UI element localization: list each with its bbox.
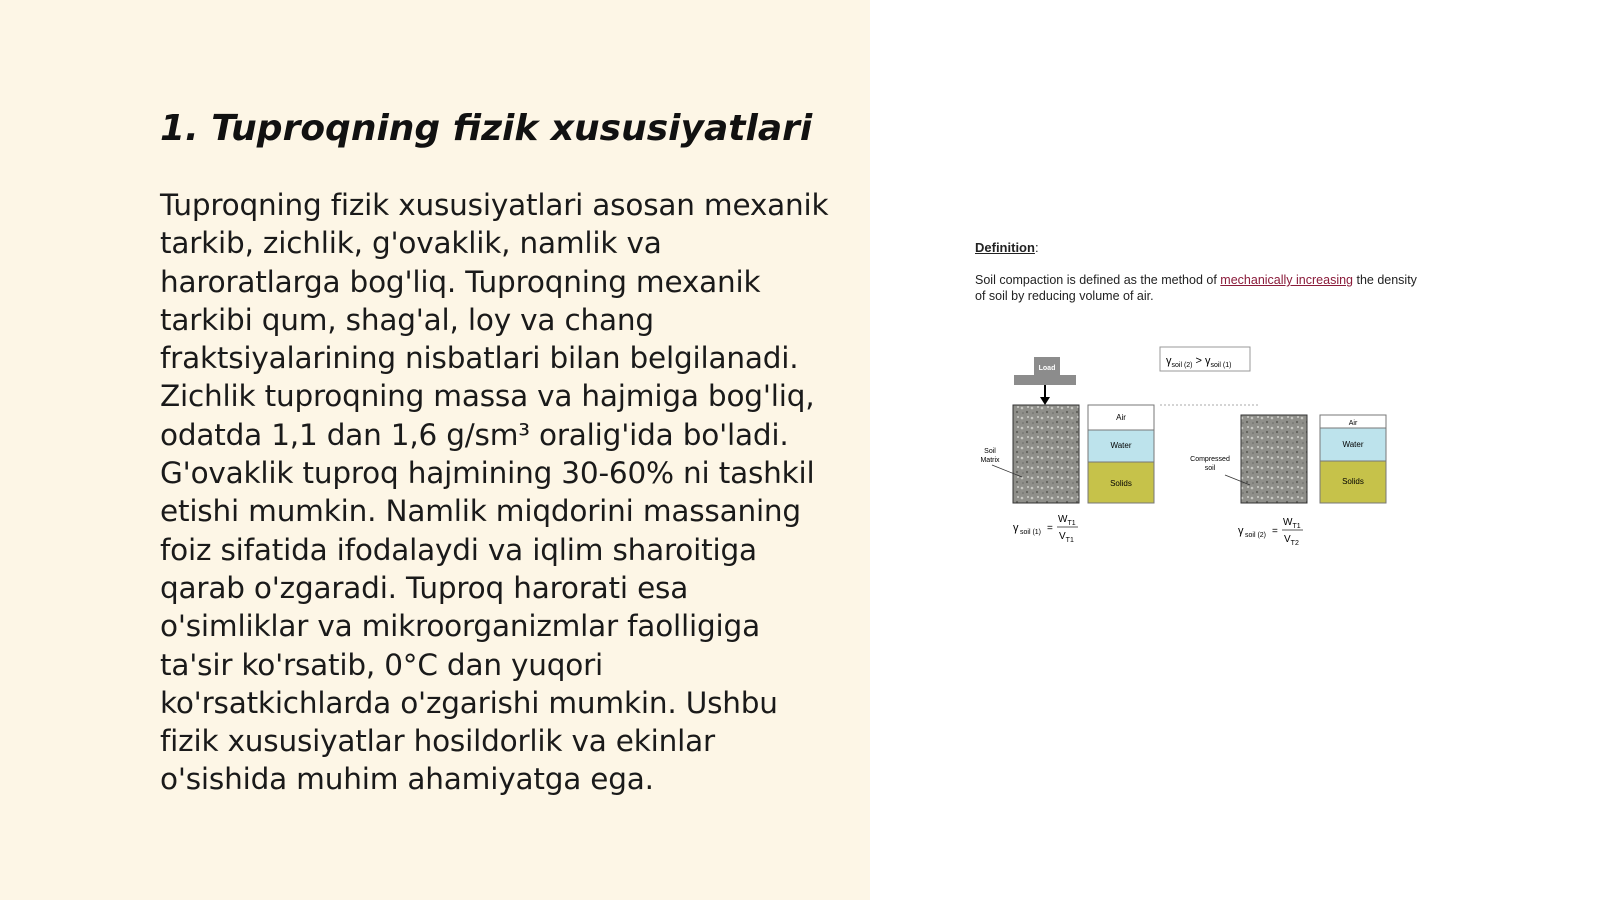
compaction-diagram xyxy=(970,335,1440,565)
compressed-soil-label-1: Compressed xyxy=(1190,456,1230,463)
slide-title: 1. Tuproqning fizik xususiyatlari xyxy=(160,108,813,149)
gamma-comparison: $\gamma_{soil (2)} > \gamma_{soil (1)}$ xyxy=(1166,355,1232,369)
phase-solids-label-1: Solids xyxy=(1110,479,1132,488)
phase-air-label-1: Air xyxy=(1116,413,1126,422)
load-label: Load xyxy=(1038,365,1056,372)
soil-column-2 xyxy=(1241,415,1307,503)
soil-compaction-figure xyxy=(970,235,1440,565)
formula-1-numerator: $W_{T1}$ xyxy=(1058,514,1076,527)
definition-heading-label: Definition xyxy=(975,240,1035,255)
formula-1-equals: = xyxy=(1047,523,1053,534)
phase-water-label-2: Water xyxy=(1342,440,1364,449)
formula-2-gamma: γ xyxy=(1238,525,1244,537)
soil-matrix-label-1: Soil xyxy=(984,448,996,455)
definition-heading xyxy=(975,240,1039,255)
definition-text xyxy=(975,272,1425,304)
slide-body-text: Tuproqning fizik xususiyatlari asosan mexanik tarkib, zichlik, g'ovaklik, namlik va haroratlarga bog'liq. Tuproqning mexanik tarkibi qum, shag'al, loy va chang fraktsiyalarining nisbatlari bilan belgilanadi. Zichlik tuproqning massa va hajmiga bog'liq, odatda 1,1 dan 1,6 g/sm³ oralig'ida bo'ladi. G'ovaklik tuproq hajmining 30-60% ni tashkil etishi mumkin. Namlik miqdorini massaning foiz sifatida ifodalaydi va iqlim sharoitiga qarab o'zgaradi. Tuproq harorati esa o'simliklar va mikroorganizmlar faolligiga ta'sir ko'rsatib, 0°C dan yuqori ko'rsatkichlarda o'zgarishi mumkin. Ushbu fizik xususiyatlar hosildorlik va ekinlar o'sishida muhim ahamiyatga ega. xyxy=(160,188,829,797)
phase-solids-label-2: Solids xyxy=(1342,477,1364,486)
formula-2-subscript: soil (2) xyxy=(1245,532,1267,539)
compressed-soil-label-2: soil xyxy=(1204,465,1216,472)
formula-soil-1 xyxy=(1013,514,1078,544)
formula-2-numerator: $W_{T1}$ xyxy=(1283,517,1301,530)
soil-column-1 xyxy=(1013,405,1079,503)
definition-text-start: Soil compaction is defined as the method of xyxy=(975,273,1221,287)
load-plate xyxy=(1014,375,1076,385)
formula-1-subscript: soil (1) xyxy=(1020,529,1042,536)
formula-2-equals: = xyxy=(1272,526,1278,537)
phase-air-label-2: Air xyxy=(1348,420,1358,427)
formula-1-denominator: $V_{T1}$ xyxy=(1059,531,1074,544)
formula-2-denominator: $V_{T2}$ xyxy=(1284,534,1299,547)
definition-link: mechanically increasing xyxy=(1220,273,1353,287)
definition-text-end: the density of soil by reducing volume of air. xyxy=(975,273,1417,303)
formula-soil-2 xyxy=(1238,517,1303,547)
soil-matrix-label-2: Matrix xyxy=(980,457,1000,464)
formula-1-gamma: γ xyxy=(1013,522,1019,534)
definition-colon: : xyxy=(1034,240,1039,255)
phase-water-label-1: Water xyxy=(1110,441,1132,450)
load-arrow-head xyxy=(1040,397,1050,405)
